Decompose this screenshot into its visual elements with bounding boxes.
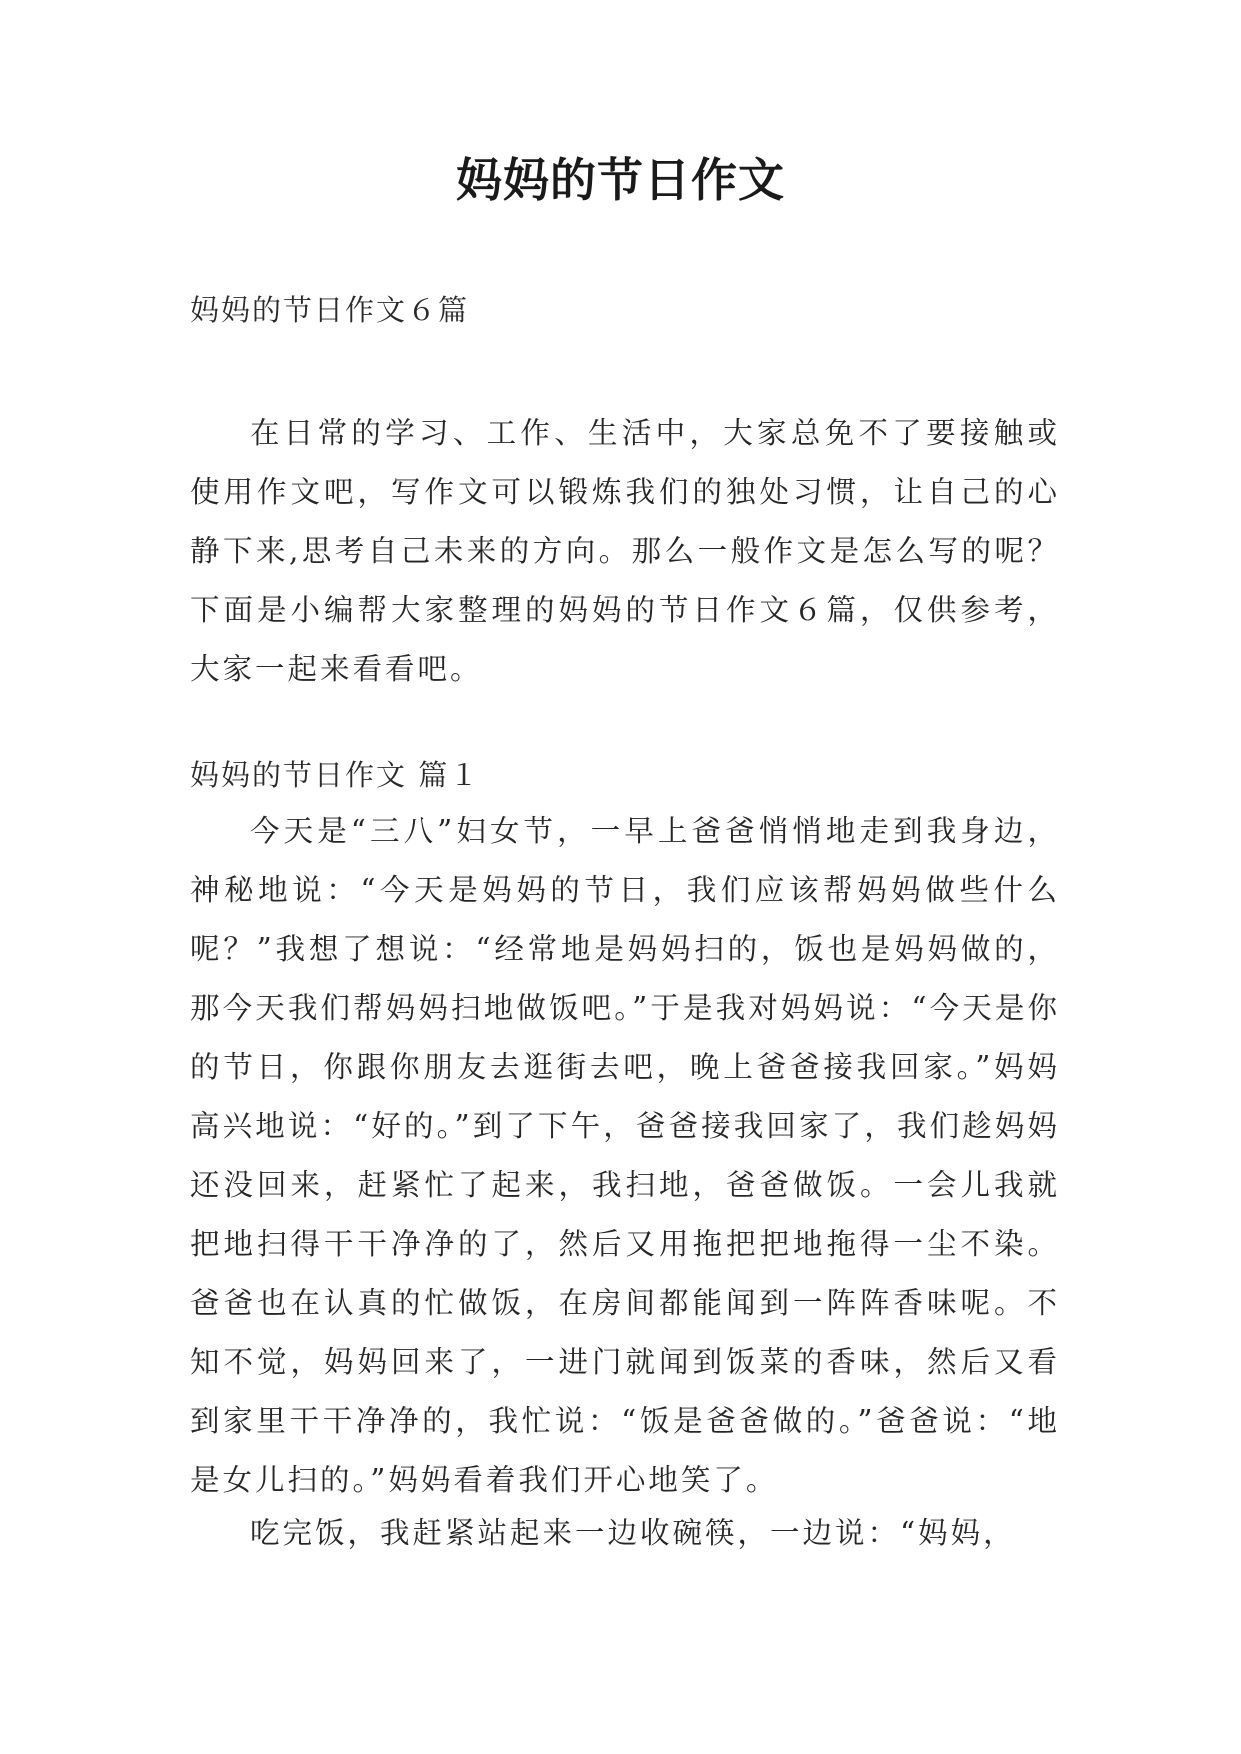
body-paragraph: 吃完饭，我赶紧站起来一边收碗筷，一边说：“妈妈， (250, 1516, 1016, 1550)
section-heading: 妈妈的节日作文 篇１ (190, 758, 481, 792)
body-paragraph: 今天是“三八”妇女节，一早上爸爸悄悄地走到我身边，神秘地说：“今天是妈妈的节日，我们应该帮妈妈做些什么呢？”我想了想说：“经常地是妈妈扫的，饭也是妈妈做的，那今天我们帮妈妈扫地做饭吧。”于是我对妈妈说：“今天是你的节日，你跟你朋友去逛街去吧，晚上爸爸接我回家。”妈妈高兴地说：“好的。”到了下午，爸爸接我回家了，我们趁妈妈还没回来，赶紧忙了起来，我扫地，爸爸做饭。一会儿我就把地扫得干干净净的了，然后又用拖把把地拖得一尘不染。爸爸也在认真的忙做饭，在房间都能闻到一阵阵香味呢。不知不觉，妈妈回来了，一进门就闻到饭菜的香味，然后又看到家里干干净净的，我忙说：“饭是爸爸做的。”爸爸说：“地是女儿扫的。”妈妈看着我们开心地笑了。 (190, 814, 1060, 1497)
intro-paragraph: 在日常的学习、工作、生活中，大家总免不了要接触或使用作文吧，写作文可以锻炼我们的独处习惯，让自己的心静下来,思考自己未来的方向。那么一般作文是怎么写的呢？下面是小编帮大家整理的妈妈的节日作文６篇，仅供参考，大家一起来看看吧。 (190, 416, 1060, 686)
document-title: 妈妈的节日作文 (456, 153, 785, 207)
document-subtitle: 妈妈的节日作文６篇 (190, 293, 470, 327)
